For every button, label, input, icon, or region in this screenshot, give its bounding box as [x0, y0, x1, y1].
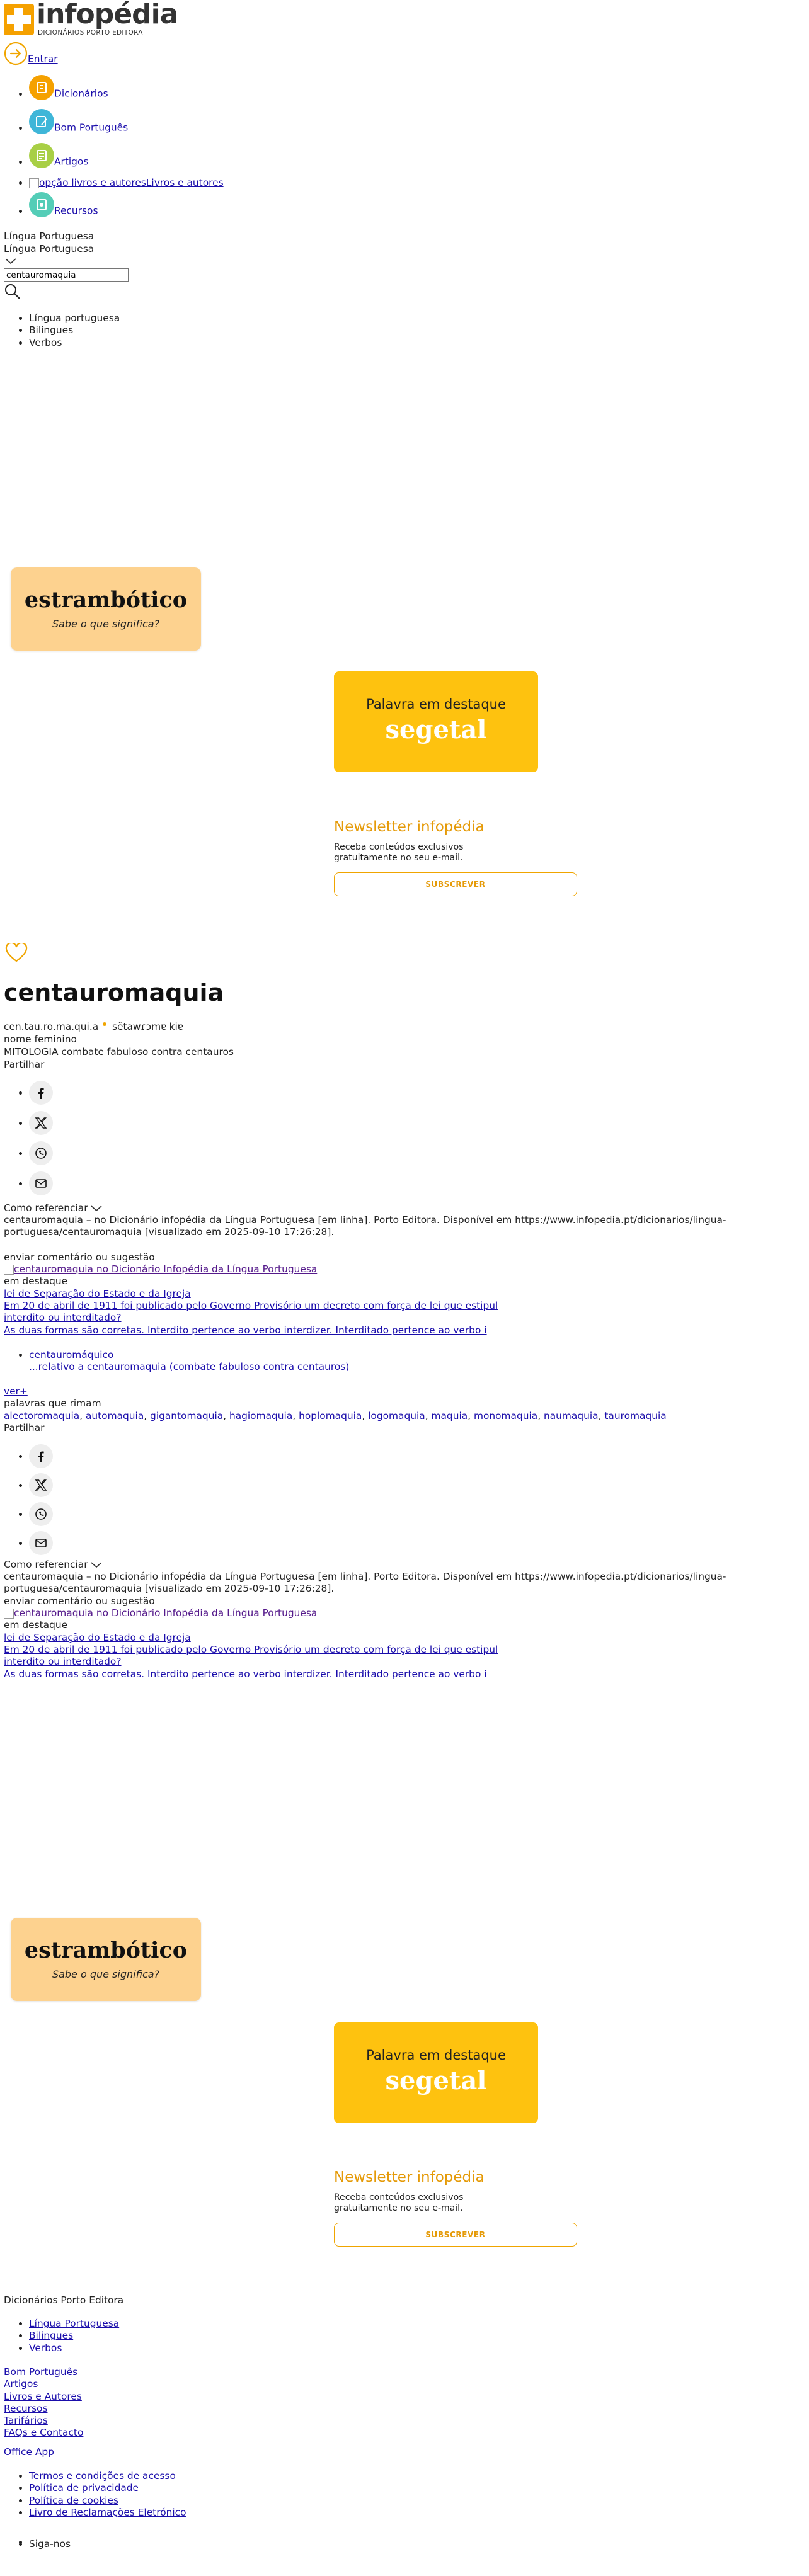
share-item[interactable]: [29, 1531, 53, 1560]
share-item[interactable]: [29, 1171, 53, 1202]
chevron-down-icon: [91, 1205, 102, 1212]
search-option[interactable]: • Verbos: [29, 337, 120, 349]
cite-toggle[interactable]: [4, 1559, 102, 1571]
brand-subtitle: DICIONÁRIOS PORTO EDITORA: [38, 29, 143, 37]
cite-toggle[interactable]: [4, 1202, 102, 1214]
footer-dict-link[interactable]: Verbos: [29, 2342, 62, 2354]
broken-image-icon: [29, 178, 39, 188]
feedback-link[interactable]: enviar comentário ou sugestão: [4, 1595, 155, 1607]
highlight-link[interactable]: lei de Separação do Estado e da Igreja: [4, 1632, 191, 1643]
rhymes-label: palavras que rimam: [4, 1398, 101, 1409]
footer-link[interactable]: Tarifários: [4, 2415, 48, 2427]
pron-ipa: sẽtawɾɔmɐˈkiɐ: [112, 1021, 184, 1032]
legal-item[interactable]: [29, 2482, 186, 2494]
nav-link-recursos[interactable]: Recursos: [54, 205, 98, 217]
main-nav: [4, 75, 407, 226]
definition-line: [4, 1046, 234, 1058]
resources-icon: [29, 192, 54, 217]
share-item[interactable]: [29, 1141, 53, 1171]
footer-link[interactable]: Recursos: [4, 2402, 48, 2414]
footer-dict-item[interactable]: [29, 2318, 119, 2330]
word-of-day-banner[interactable]: [11, 567, 201, 651]
related-word-item[interactable]: [29, 1349, 349, 1374]
newsletter-desc: Receba conteúdos exclusivos gratuitamente no seu e-mail.: [334, 2192, 464, 2213]
nav-item-dicionarios[interactable]: [29, 75, 407, 109]
word-of-day-word: estrambótico: [24, 1937, 188, 1963]
language-label: Língua Portuguesa: [4, 231, 95, 242]
nav-link-bom-portugues[interactable]: Bom Português: [54, 122, 129, 134]
entry-image-link[interactable]: [4, 1607, 317, 1619]
facebook-icon[interactable]: [29, 1081, 53, 1105]
legal-link[interactable]: Política de cookies: [29, 2494, 118, 2506]
rhyme-link[interactable]: logomaquia: [368, 1410, 425, 1422]
footer-link[interactable]: Livros e Autores: [4, 2390, 82, 2402]
highlight-link[interactable]: interdito ou interditado?: [4, 1656, 122, 1667]
favorite-heart-icon[interactable]: [5, 943, 28, 963]
word-of-day-sub: Sabe o que significa?: [52, 618, 160, 630]
office-app-link[interactable]: Office App: [4, 2446, 54, 2458]
related-word-link[interactable]: centauromáquico: [29, 1349, 114, 1360]
nav-item-artigos[interactable]: [29, 143, 407, 177]
legal-link[interactable]: Termos e condições de acesso: [29, 2470, 176, 2482]
highlight-label: em destaque: [4, 1619, 68, 1631]
audio-icon[interactable]: [103, 1022, 106, 1026]
entry-image-link[interactable]: [4, 1263, 317, 1275]
footer-link[interactable]: FAQs e Contacto: [4, 2427, 84, 2439]
brand-name: infopédia: [37, 0, 178, 30]
site-logo[interactable]: [4, 0, 178, 38]
citation-text: centauromaquia – no Dicionário infopédia da Língua Portuguesa [em linha]. Porto Editora. Disponível em https://www.infopedia.pt/dicionarios/lingua-portuguesa/centauromaquia [visualizado em 2025-09-10 17:26:28].: [4, 1571, 726, 1595]
chevron-down-icon[interactable]: [5, 258, 16, 265]
language-selector[interactable]: Língua Portuguesa: [4, 243, 95, 254]
see-more-link[interactable]: ver+: [4, 1386, 28, 1397]
footer-social: [4, 2538, 71, 2550]
email-icon[interactable]: [29, 1171, 53, 1195]
nav-item-livros[interactable]: [29, 177, 407, 190]
citation-text: centauromaquia – no Dicionário infopédia da Língua Portuguesa [em linha]. Porto Editora. Disponível em https://www.infopedia.pt/dicionarios/lingua-portuguesa/centauromaquia [visualizado em 2025-09-10 17:26:28].: [4, 1214, 726, 1238]
rhyme-link[interactable]: hoplomaquia: [299, 1410, 362, 1422]
footer-link[interactable]: Bom Português: [4, 2366, 78, 2378]
logo-cross-icon: [4, 4, 34, 35]
cite-label: Como referenciar: [4, 1202, 88, 1214]
footer-title: Dicionários Porto Editora: [4, 2294, 124, 2306]
facebook-icon[interactable]: [29, 1444, 53, 1468]
rhyme-link[interactable]: maquia: [431, 1410, 468, 1422]
highlight-label: em destaque: [4, 1275, 68, 1287]
newsletter-box: [334, 818, 554, 896]
definition-domain: MITOLOGIA: [4, 1046, 59, 1057]
footer-links: [4, 2366, 83, 2439]
search-icon[interactable]: [4, 283, 21, 300]
nav-item-bom-portugues[interactable]: [29, 109, 407, 143]
search-option[interactable]: • Língua portuguesa: [29, 312, 120, 324]
featured-word: segetal: [385, 715, 487, 744]
chevron-down-icon: [91, 1562, 102, 1568]
email-icon[interactable]: [29, 1531, 53, 1555]
related-words-list: [4, 1349, 349, 1374]
pron-syllables: cen.tau.ro.ma.qui.a: [4, 1021, 99, 1032]
grammar-class: nome feminino: [4, 1034, 77, 1045]
footer-dict-link[interactable]: Bilingues: [29, 2330, 74, 2342]
nav-link-dicionarios[interactable]: Dicionários: [54, 88, 108, 100]
featured-word: segetal: [385, 2066, 487, 2095]
featured-word-banner[interactable]: [334, 671, 538, 772]
word-of-day-sub: Sabe o que significa?: [52, 1968, 160, 1980]
x-twitter-icon[interactable]: [29, 1111, 53, 1135]
search-option[interactable]: • Bilingues: [29, 324, 120, 336]
rhyme-link[interactable]: hagiomaquia: [229, 1410, 293, 1422]
newsletter-subscribe-button[interactable]: SUBSCREVER: [334, 872, 577, 896]
x-twitter-icon[interactable]: [29, 1473, 53, 1497]
whatsapp-icon[interactable]: [29, 1141, 53, 1165]
rhyme-link[interactable]: naumaquia: [543, 1410, 599, 1422]
nav-link-artigos[interactable]: Artigos: [54, 156, 89, 168]
entry-word: centauromaquia: [4, 979, 224, 1006]
share-list: [4, 1081, 53, 1202]
cite-label: Como referenciar: [4, 1559, 88, 1570]
nav-link-livros[interactable]: [29, 177, 224, 188]
highlight-link[interactable]: Em 20 de abril de 1911 foi publicado pelo Governo Provisório um decreto com força de lei que estipul: [4, 1644, 498, 1655]
word-of-day-word: estrambótico: [24, 587, 188, 613]
footer-dict-item[interactable]: [29, 2330, 119, 2342]
rhyme-link[interactable]: alectoromaquia: [4, 1410, 80, 1422]
legal-item[interactable]: [29, 2470, 186, 2482]
legal-item[interactable]: [29, 2507, 186, 2519]
featured-word-banner[interactable]: [334, 2022, 538, 2123]
footer-dict-links: [4, 2318, 119, 2354]
highlight-link[interactable]: lei de Separação do Estado e da Igreja: [4, 1288, 191, 1299]
highlight-link[interactable]: As duas formas são corretas. Interdito pertence ao verbo interdizer. Interditado pertence ao verbo i: [4, 1668, 487, 1680]
legal-link[interactable]: Livro de Reclamações Eletrónico: [29, 2506, 186, 2518]
login-link[interactable]: Entrar: [28, 53, 58, 65]
pronunciation: [4, 1021, 183, 1033]
definition-text: combate fabuloso contra centauros: [61, 1046, 234, 1057]
rhymes-list: alectoromaquia, automaquia, gigantomaquia, hagiomaquia, hoplomaquia, logomaquia, maquia, monomaquia, naumaquia, tauromaquia: [4, 1410, 667, 1422]
newsletter-desc: Receba conteúdos exclusivos gratuitamente no seu e-mail.: [334, 842, 464, 863]
highlight-link[interactable]: Em 20 de abril de 1911 foi publicado pelo Governo Provisório um decreto com força de lei que estipul: [4, 1300, 498, 1311]
word-of-day-banner[interactable]: [11, 1918, 201, 2001]
share-list: [4, 1444, 53, 1560]
broken-image-icon: [4, 1265, 14, 1275]
newsletter-title: Newsletter infopédia: [334, 819, 485, 835]
legal-item[interactable]: [29, 2495, 186, 2507]
broken-image-icon: [4, 1609, 14, 1619]
newsletter-subscribe-button[interactable]: SUBSCREVER: [334, 2223, 577, 2247]
footer-dict-item[interactable]: [29, 2342, 119, 2354]
rhyme-link[interactable]: tauromaquia: [604, 1410, 667, 1422]
related-word-desc[interactable]: ...relativo a centauromaquia (combate fabuloso contra centauros): [29, 1361, 350, 1373]
footer-link[interactable]: Artigos: [4, 2378, 38, 2390]
entry-image-alt: centauromaquia no Dicionário Infopédia da Língua Portuguesa: [14, 1607, 318, 1619]
highlight-link[interactable]: As duas formas são corretas. Interdito pertence ao verbo interdizer. Interditado pertence ao verbo i: [4, 1325, 487, 1336]
entry-image-alt: centauromaquia no Dicionário Infopédia da Língua Portuguesa: [14, 1263, 318, 1275]
newsletter-box: [334, 2169, 554, 2247]
nav-livros-label: Livros e autores: [146, 177, 224, 188]
featured-title: Palavra em destaque: [366, 697, 506, 712]
share-item[interactable]: [29, 1444, 53, 1473]
footer-dict-link[interactable]: Língua Portuguesa: [29, 2318, 120, 2329]
share-item[interactable]: [29, 1473, 53, 1502]
bom-portugues-icon: [29, 109, 54, 134]
rhyme-link[interactable]: automaquia: [85, 1410, 144, 1422]
login-icon: [4, 42, 28, 66]
highlight-link[interactable]: interdito ou interditado?: [4, 1312, 122, 1323]
rhyme-link[interactable]: monomaquia: [473, 1410, 538, 1422]
search-dictionary-options: [4, 312, 120, 349]
feedback-link[interactable]: enviar comentário ou sugestão: [4, 1251, 155, 1263]
articles-icon: [29, 143, 54, 168]
share-item[interactable]: [29, 1081, 53, 1111]
dictionary-icon: [29, 75, 54, 100]
newsletter-title: Newsletter infopédia: [334, 2169, 485, 2186]
share-item[interactable]: [29, 1111, 53, 1141]
legal-link[interactable]: Política de privacidade: [29, 2482, 139, 2494]
rhyme-link[interactable]: gigantomaquia: [150, 1410, 224, 1422]
share-item[interactable]: [29, 1502, 53, 1531]
nav-livros-alt: opção livros e autores: [39, 177, 146, 188]
search-input[interactable]: [4, 268, 129, 282]
nav-item-recursos[interactable]: [29, 192, 407, 226]
footer-legal-links: [4, 2470, 186, 2548]
whatsapp-icon[interactable]: [29, 1502, 53, 1526]
social-follow-label: • Siga-nos: [29, 2538, 71, 2550]
featured-title: Palavra em destaque: [366, 2048, 506, 2063]
share-label: Partilhar: [4, 1422, 45, 1433]
login-link-wrap[interactable]: [4, 42, 58, 66]
share-label: Partilhar: [4, 1059, 45, 1070]
